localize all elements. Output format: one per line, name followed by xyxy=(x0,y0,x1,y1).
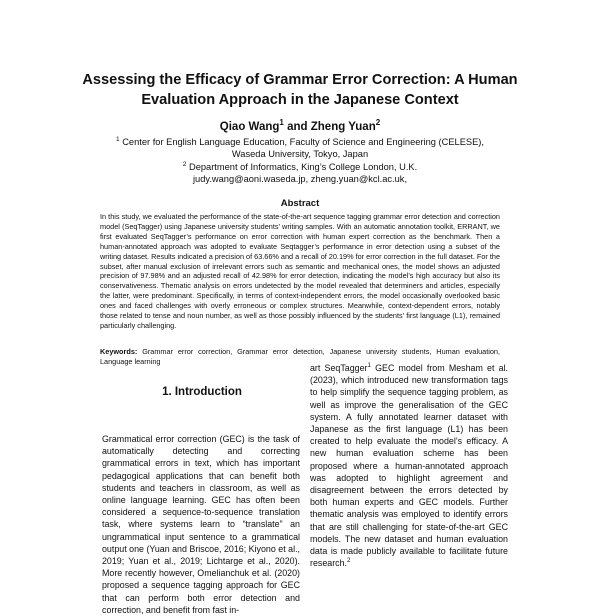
affiliation-1-location: Waseda University, Tokyo, Japan xyxy=(231,149,369,160)
affil-mark: 1 xyxy=(116,135,120,143)
intro-right-column: art SeqTagger$^1$ GEC model from Mesham et al. (2023), which introduced new transformation tags to help simplify the sequence tagging problem, as well as improve the generalisation of the GEC system. A fully annotated learner dataset with Japanese as the first language (L1) has been created to help evaluate the model’s efficacy. A new human evaluation scheme has been proposed where a human-annotated approach was adopted to highlight agreement and disagreement between the errors detected by both human experts and GEC models. Further thematic analysis was employed to identify errors that are still challenging for state-of-the-art GEC models. The new dataset and human evaluation data is made publicly available to facilitate future research.$^2$ xyxy=(310,362,508,569)
affil-mark: 2 xyxy=(182,160,187,168)
affiliation-1: $^1$ Center for English Language Education, Faculty of Science and Engineering (CELESE), xyxy=(116,135,484,147)
author-line xyxy=(60,120,540,135)
intro-left-column: Grammatical error correction (GEC) is the task of automatically detecting and correcting grammatical errors in text, which has important pedagogical applications that can benefit both students and teachers in classroom, as well as online language learning. GEC has often been considered a sequence-to-sequence translation task, where systems learn to “translate” an ungrammatical input sentence to a grammatical output one (Yuan and Briscoe, 2016; Kiyono et al., 2019; Yuan et al., 2019; Lichtarge et al., 2020). More recently however, Omelianchuk et al. (2020) proposed a sequence tagging approach for GEC that can perform both error detection and correction, and benefit from fast in- xyxy=(102,434,300,615)
keywords-list: Grammar error correction, Grammar error detection, Japanese university students, Human evaluation, Language learning xyxy=(100,347,500,366)
author-emails: judy.wang@aoni.waseda.jp, zheng.yuan@kcl.ac.uk, xyxy=(192,174,408,185)
footnote-mark: 1 xyxy=(367,362,371,370)
keywords-label: Keywords: xyxy=(100,347,138,356)
affiliation-2: $^2$ Department of Informatics, King’s College London, U.K. xyxy=(182,160,418,172)
footnote-mark: 2 xyxy=(347,557,351,565)
author-affil-mark: 2 xyxy=(375,118,381,128)
affiliations xyxy=(60,136,540,186)
abstract-text: In this study, we evaluated the performance of the state-of-the-art sequence tagging grammar error detection and correction model (SeqTagger) using Japanese university students’ writing samples. With an automatic annotation toolkit, ERRANT, we first evaluated SeqTagger’s performance on error correction with human expert correction as the benchmark. Then a human-annotated approach was adopted to evaluate Seqtagger’s performance in error detection using a subset of the writing dataset. Results indicated a precision of 63.66% and a recall of 20.19% for error correction in the full dataset. For the subset, after manual exclusion of irrelevant errors such as semantic and mechanical ones, the model shows an adjusted precision of 97.98% and an adjusted recall of 42.98% for error detection, indicating the model’s high accuracy but also its conservativeness. Thematic analysis on errors undetected by the model revealed that determiners and articles, especially the latter, were predominant. Specifically, in terms of context-independent errors, the model occasionally overlooked basic ones and faced challenges with overly erroneous or complex structures. Meanwhile, context-dependent errors, notably those related to tense and noun number, as well as those possibly influenced by the students’ first language (L1), remained particularly challenging. xyxy=(100,212,500,330)
paper-title: Assessing the Efficacy of Grammar Error Correction: A Human Evaluation Approach in the Japanese Context xyxy=(82,72,518,108)
author-conjunction: and xyxy=(283,121,311,133)
author-affil-mark: 1 xyxy=(279,118,284,128)
abstract-heading: Abstract xyxy=(280,198,320,209)
author-name: Qiao Wang xyxy=(219,121,280,133)
author-name: Zheng Yuan xyxy=(310,121,376,133)
section-heading-introduction: 1. Introduction xyxy=(162,386,242,398)
